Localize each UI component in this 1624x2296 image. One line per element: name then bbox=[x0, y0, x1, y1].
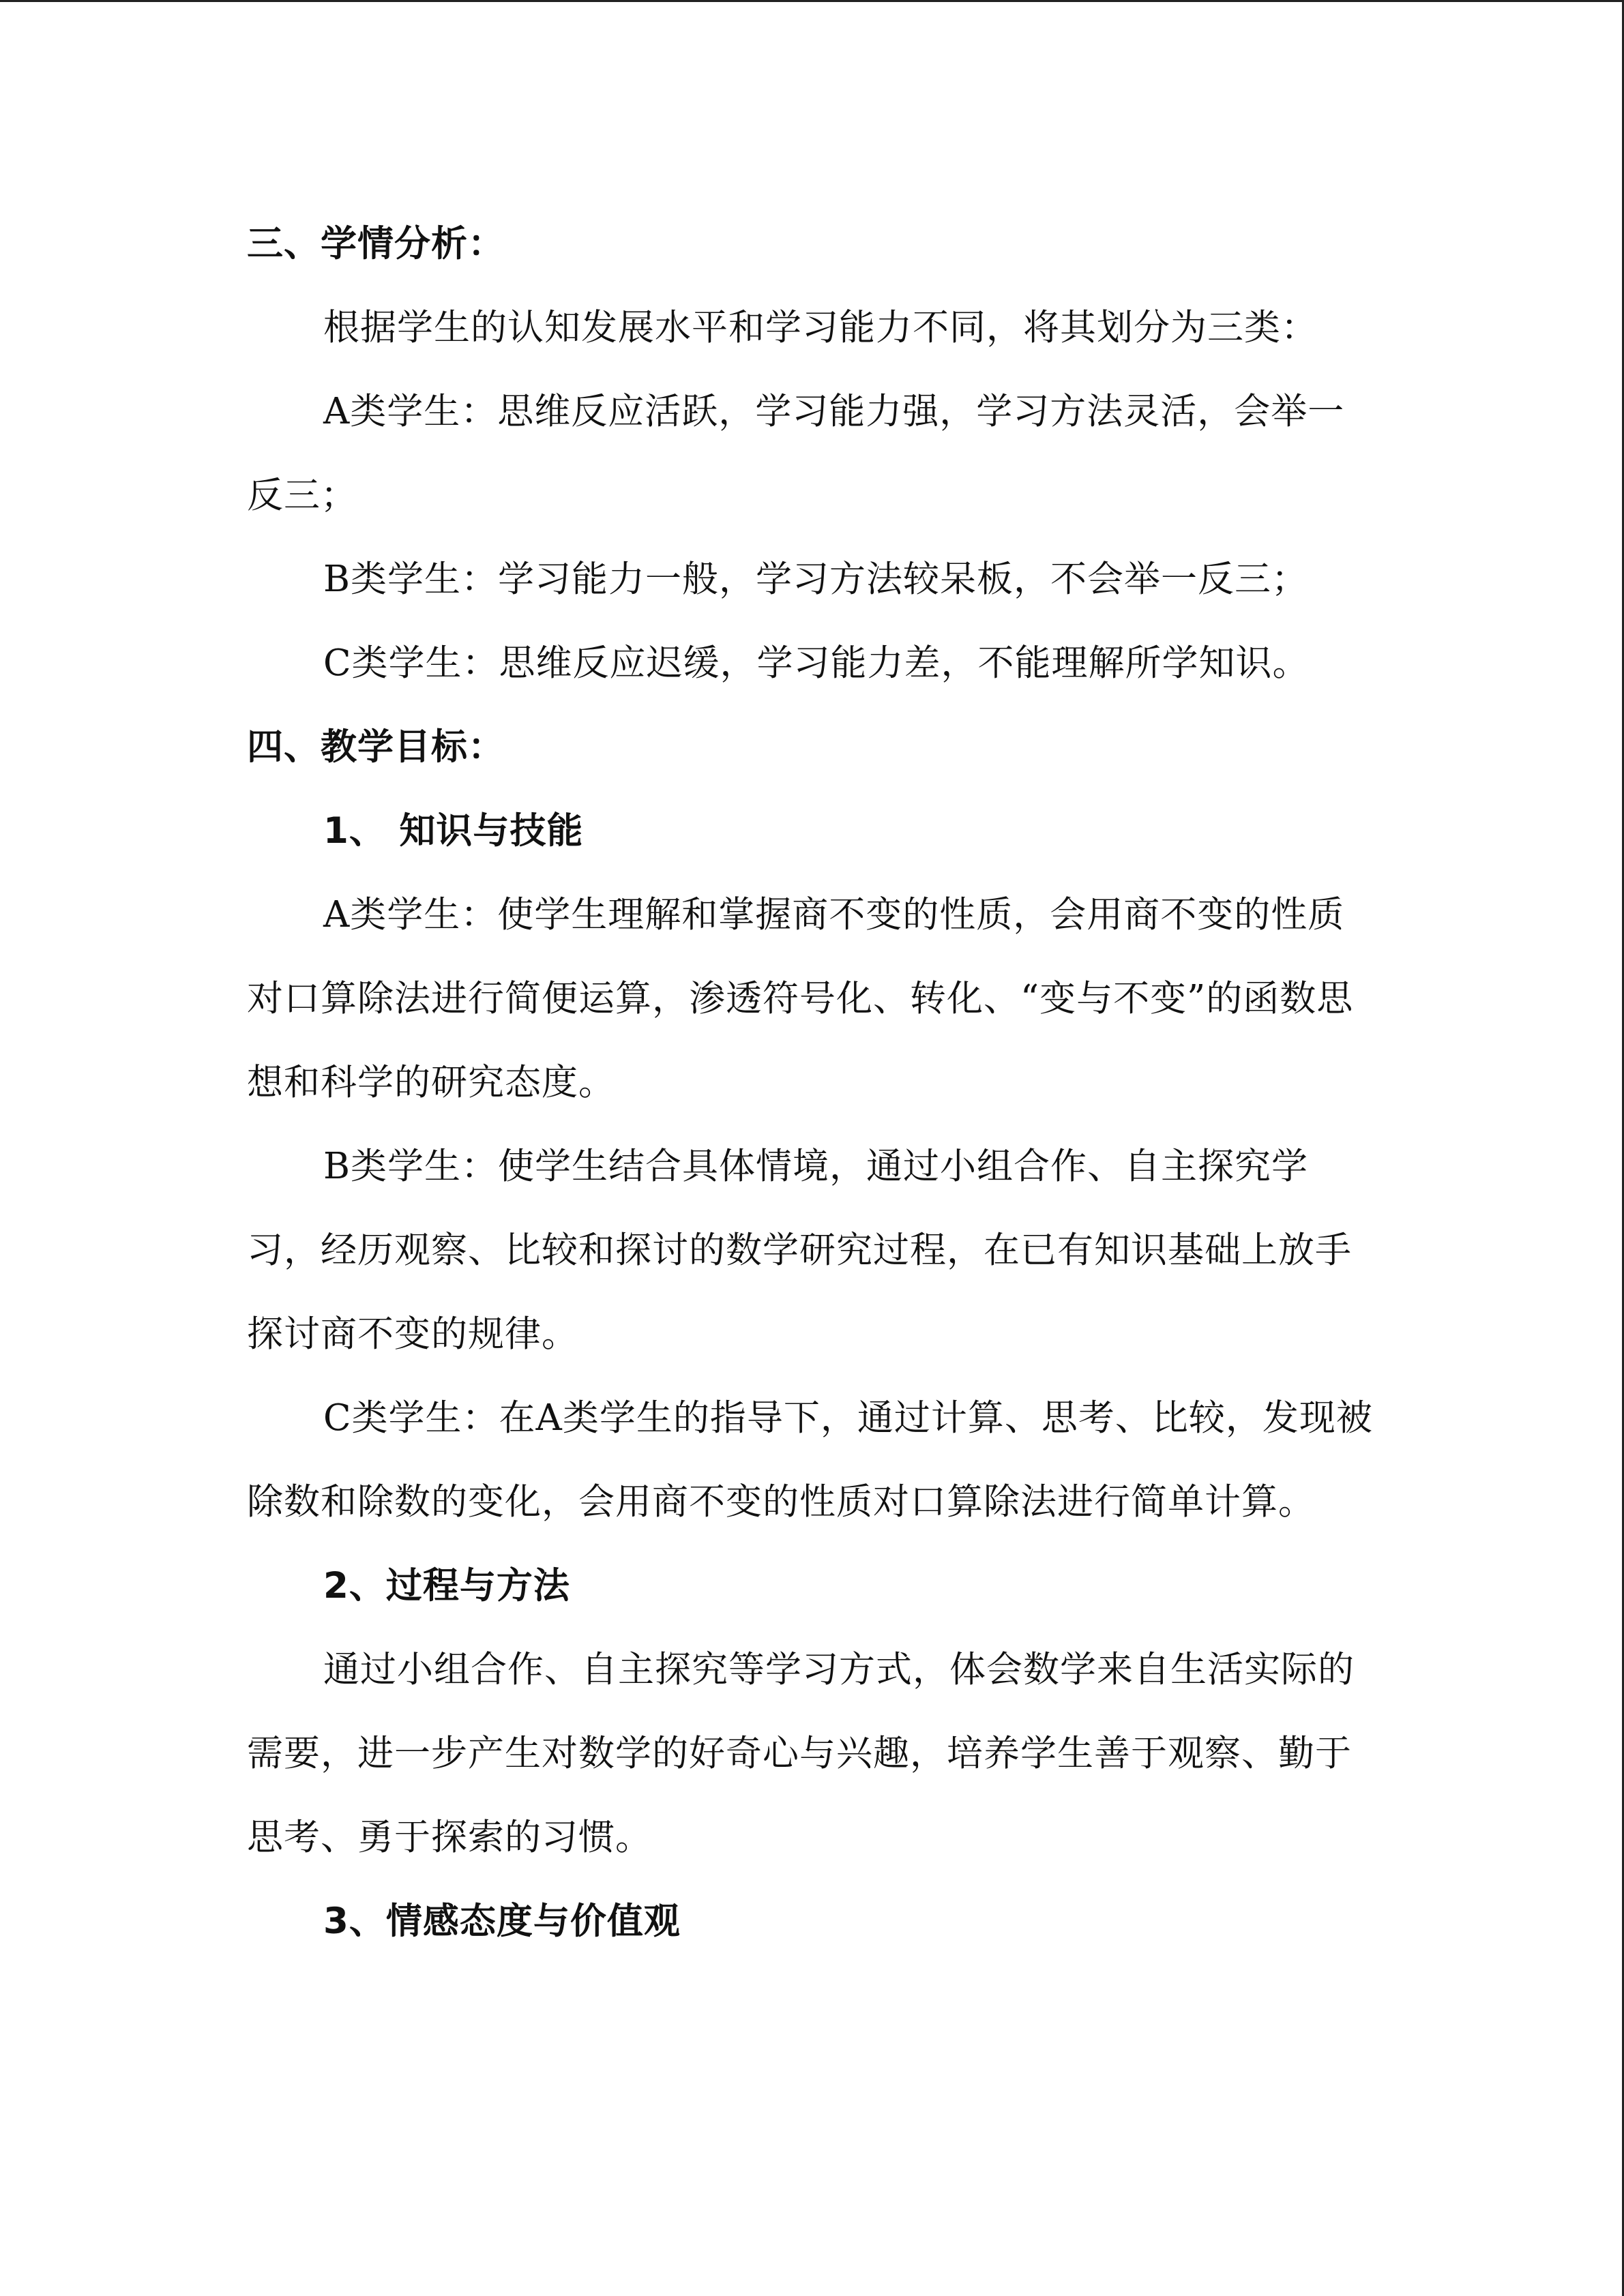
subsection-heading-attitudes-values: 3、情感态度与价值观 bbox=[323, 1900, 681, 1942]
paragraph-class-a: A类学生：思维反应活跃，学习能力强，学习方法灵活，会举一反三； bbox=[247, 391, 1345, 516]
paragraph-class-b: B类学生：学习能力一般，学习方法较呆板，不会举一反三； bbox=[323, 558, 1308, 600]
subsection-heading-knowledge-skills: 1、 知识与技能 bbox=[323, 810, 584, 852]
paragraph-process-methods: 通过小组合作、自主探究等学习方式，体会数学来自生活实际的需要，进一步产生对数学的好奇心与兴趣，培养学生善于观察、勤于思考、勇于探索的习惯。 bbox=[247, 1649, 1355, 1858]
paragraph-classification-intro: 根据学生的认知发展水平和学习能力不同，将其划分为三类： bbox=[323, 307, 1318, 348]
paragraph-class-c: C类学生：思维反应迟缓，学习能力差，不能理解所学知识。 bbox=[323, 642, 1310, 684]
paragraph-goal-class-b: B类学生：使学生结合具体情境，通过小组合作、自主探究学习，经历观察、比较和探讨的数学研究过程，在已有知识基础上放手探讨商不变的规律。 bbox=[247, 1146, 1352, 1355]
page-border-top bbox=[0, 0, 1624, 2]
subsection-heading-process-methods: 2、过程与方法 bbox=[323, 1565, 570, 1607]
section-heading-learning-analysis: 三、学情分析： bbox=[247, 223, 505, 265]
section-heading-teaching-goals: 四、教学目标： bbox=[247, 726, 505, 768]
paragraph-goal-class-a: A类学生：使学生理解和掌握商不变的性质，会用商不变的性质对口算除法进行简便运算，渗透符号化、转化、“变与不变”的函数思想和科学的研究态度。 bbox=[247, 894, 1354, 1103]
paragraph-goal-class-c: C类学生：在A类学生的指导下，通过计算、思考、比较，发现被除数和除数的变化，会用商不变的性质对口算除法进行简单计算。 bbox=[247, 1397, 1373, 1523]
document-body bbox=[247, 202, 1379, 1963]
